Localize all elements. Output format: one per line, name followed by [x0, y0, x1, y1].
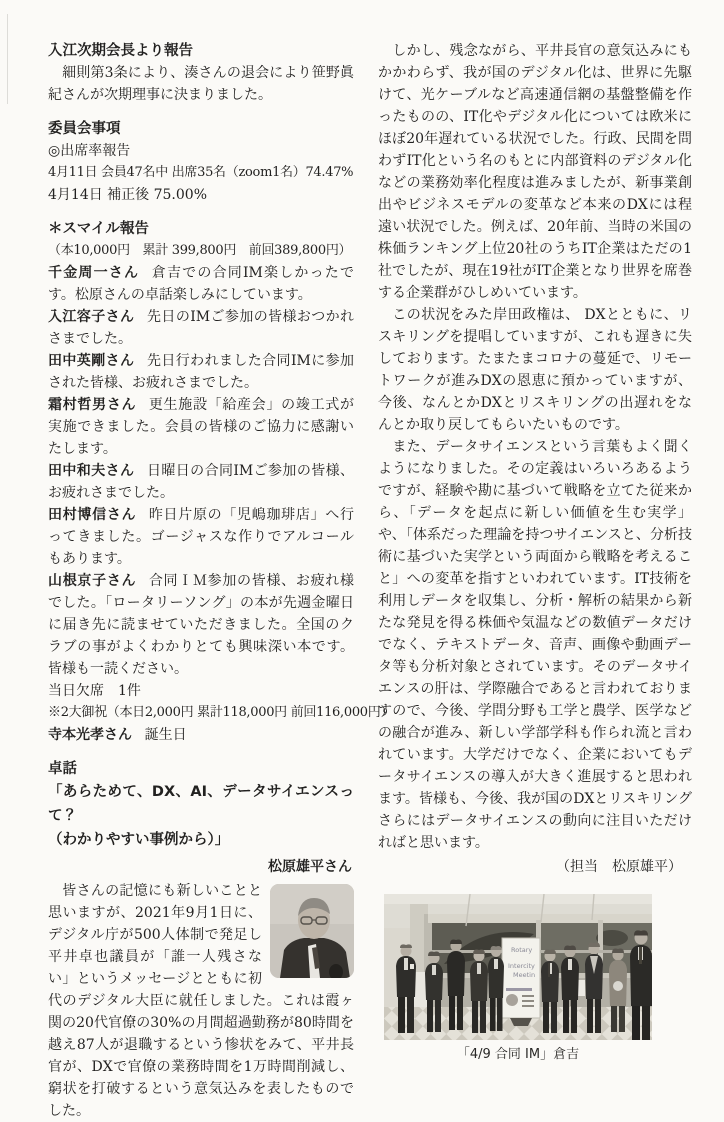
takuwa-body-text: 皆さんの記憶にも新しいことと思いますが、2021年9月1日に、デジタル庁が500人体制で発足し平井卓也議員が「誰一人残さない」というメッセージとともに初代のデジタル大臣に就任しました。これは霞ヶ関の20代官僚の30%の月間超過勤務が80時間を越え87人が退職するという惨状をみて、平井長官が、DXで官僚の業務時間を1万時間削減し、窮状を打破するという意気込みを表したものでした。 [48, 883, 354, 1119]
group-photo-block [384, 894, 652, 1066]
committee-heading: 委員会事項 [48, 121, 121, 137]
smile-entry [48, 306, 354, 350]
member-name: 田中英剛さん [48, 353, 135, 369]
attendance-heading: ◎出席率報告 [48, 143, 131, 159]
takuwa-section [48, 758, 354, 1122]
smile-message: 先日行われました合同IMに参加された皆様、お疲れさまでした。 [48, 353, 355, 391]
birthday-text: 誕生日 [144, 727, 187, 743]
speaker-name: 松原雄平さん [268, 859, 352, 875]
banner-text-meeting: Meetin [513, 971, 536, 979]
smile-entry [48, 350, 354, 394]
attendance-line-1: 4月11日 会員47名中 出席35名（zoom1名）74.47% [48, 165, 354, 180]
takuwa-body-block [48, 880, 354, 1122]
member-name: 霜村哲男さん [48, 397, 137, 413]
banner-text-intercity: Intercity [508, 962, 535, 970]
member-name: 千金周一さん [48, 265, 140, 281]
member-name: 田村博信さん [48, 507, 137, 523]
banner-text-rotary: Rotary [511, 946, 533, 954]
left-column [48, 40, 394, 1122]
member-name: 入江容子さん [48, 309, 135, 325]
smile-message: 先日のIMご参加の皆様おつかれさまでした。 [48, 309, 355, 347]
member-name: 田中和夫さん [48, 463, 135, 479]
smile-message: 昨日片原の「児嶋珈琲店」へ行ってきました。ゴージャスな作りでアルコールもあります。 [48, 507, 355, 567]
absence-line: 当日欠席 1件 [48, 683, 141, 699]
group-photo-illustration [384, 894, 652, 1040]
smile-message: 合同ＩＭ参加の皆様、お疲れ様でした。「ロータリーソング」の本が先週金曜日に届き先に読ませていただきました。全国のクラブの事がよくわかりとても興味深い本です。皆様も一読ください。 [48, 573, 355, 677]
smile-message: 倉吉での合同IM楽しかったです。松原さんの卓話楽しみにしています。 [48, 265, 354, 303]
photo-caption: 「4/9 合同 IM」倉吉 [456, 1047, 580, 1062]
smile-message: 更生施設「給産会」の竣工式が実施できました。会員の皆様のご協力に感謝いたします。 [48, 397, 355, 457]
smile-entry [48, 460, 354, 504]
group-photo [384, 894, 652, 1040]
takuwa-heading: 卓話 [48, 761, 77, 777]
portrait-illustration [270, 884, 354, 978]
member-name: 山根京子さん [48, 573, 137, 589]
member-name: 寺本光孝さん [48, 727, 132, 743]
speaker-portrait-photo [270, 884, 354, 978]
smile-message: 日曜日の合同IMご参加の皆様、お疲れさまでした。 [48, 463, 355, 501]
smile-entry [48, 570, 354, 680]
right-column [378, 40, 692, 1066]
takuwa-title-line2: （わかりやすい事例から）」 [48, 832, 230, 848]
smile-report-section [48, 218, 394, 746]
scan-artifact [7, 14, 8, 104]
takuwa-title-line1: 「あらためて、DX、AI、データサイエンスって？ [48, 784, 354, 824]
attendance-line-2: 4月14日 補正後 75.00% [48, 187, 208, 203]
report-body: 細則第3条により、湊さんの退会により笹野眞紀さんが次期理事に決まりました。 [48, 65, 354, 103]
smile-entry [48, 394, 354, 460]
essay-signoff: （担当 松原雄平） [556, 859, 682, 875]
essay-paragraph-3: また、データサイエンスという言葉もよく聞くようになりました。その定義はいろいろあるようですが、経験や勘に基づいて戦略を立てた従来から、「データを起点に新しい価値を生む実学」や、「体系だった理論を持つサイエンスと、分析技術に基づいた実学という両面から戦略を考えること」への変革を指すといわれています。IT技術を利用しデータを収集し、分析・解析の結果から新たな発見を得る株価や気温などの数値データだけでなく、テキストデータ、音声、画像や動画データ等も分析対象とされています。そのデータサイエンスの肝は、学際融合であると言われておりますので、今後、学問分野も工学と農学、医学などの融合が進み、新しい学部学科も作られ流と言われています。大学だけでなく、企業においてもデータサイエンスの導入が大きく進展すると思われます。皆様も、今後、我が国のDXとリスキリングさらにはデータサイエンスの動向に注目いただければと思います。 [378, 439, 692, 851]
essay-paragraph-2: この状況をみた岸田政権は、 DXとともに、リスキリングを提唱していますが、これも遅きに失しております。たまたまコロナの蔓延で、リモートワークが進みDXの恩恵に預かっていますが、今後、なんとかDXとリスキリングの出遅れをなんとか取り戻してもらいたいものです。 [378, 307, 692, 433]
birthday-entry [48, 724, 354, 746]
smile-entry [48, 504, 354, 570]
smile-heading: ＊スマイル報告 [48, 221, 149, 237]
report-heading: 入江次期会長より報告 [48, 43, 193, 59]
smile-entry [48, 262, 354, 306]
celebration-line: ※2大御祝（本日2,000円 累計118,000円 前回116,000円） [48, 705, 394, 720]
essay-paragraph-1: しかし、残念ながら、平井長官の意気込みにもかかわらず、我が国のデジタル化は、世界に先駆けて、光ケーブルなど高速通信網の基盤整備を作ったものの、IT化やデジタル化については欧米にほぼ20年遅れている状況でした。行政、民間を問わずIT化という名のもとに内部資料のデジタル化などの業務効率化程度は進みましたが、新事業創出やビジネスモデルの変革など本来のDXには程遠い状況でした。例えば、20年前、当時の米国の株価ランキング上位20社のうちIT企業はただの1社でしたが、現在19社がIT企業となり世界を席巻する企業群がひしめいています。 [378, 43, 692, 301]
smile-totals: （本10,000円 累計 399,800円 前回389,800円） [48, 243, 352, 258]
committee-section [48, 118, 354, 206]
